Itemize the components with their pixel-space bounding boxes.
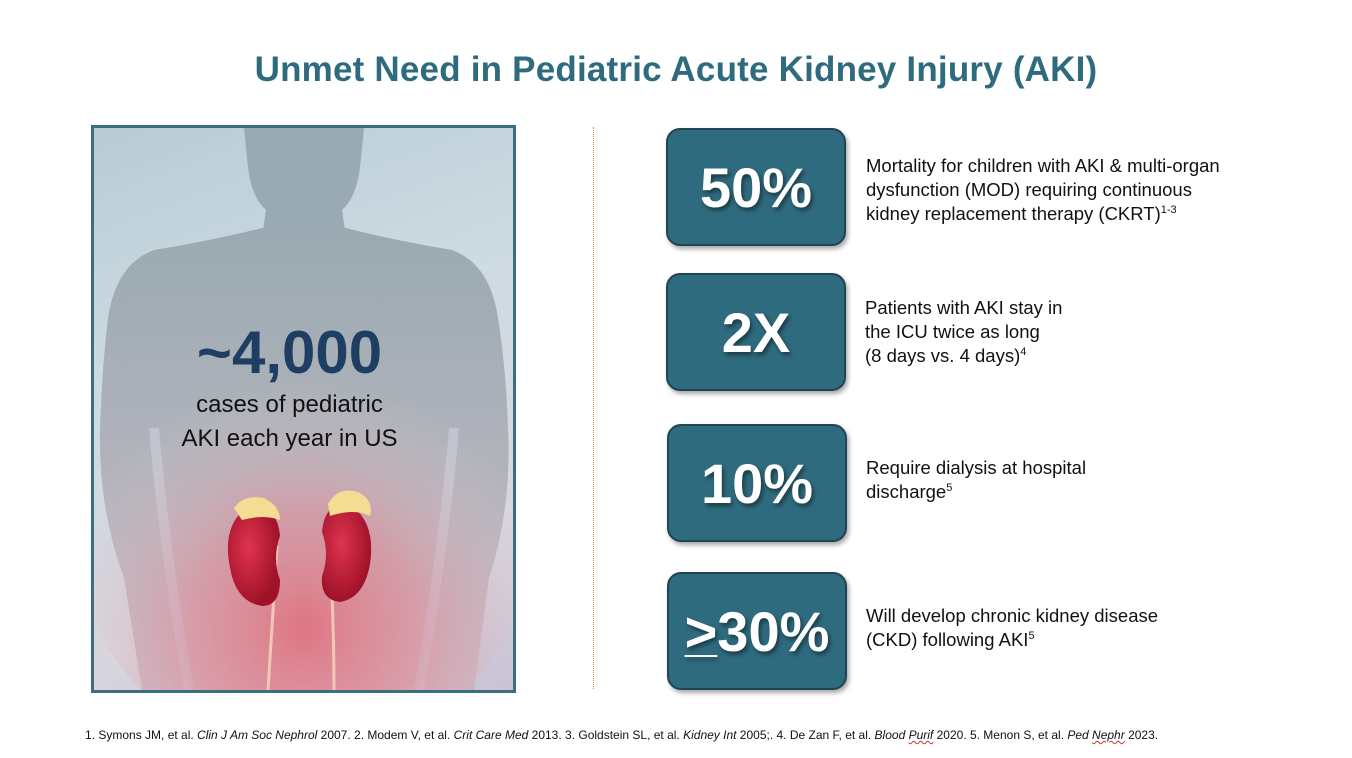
- references-footnote: 1. Symons JM, et al. Clin J Am Soc Nephrol 2007. 2. Modem V, et al. Crit Care Med 2013. 3. Goldstein SL, et al. Kidney Int 2005;. 4. De Zan F, et al. Blood Purif 2020. 5. Menon S, et al. Ped Nephr 2023.: [85, 728, 1159, 742]
- icu-stay-stat-box: [666, 273, 846, 391]
- icu-stay-stat-value: 2X: [721, 300, 791, 364]
- mortality-stat-box: [666, 128, 846, 246]
- dialysis-stat-description: Require dialysis at hospital discharge$^5$: [866, 457, 1087, 502]
- dialysis-stat-box: [667, 424, 847, 542]
- annual-cases-caption: cases of pediatric AKI each year in US: [181, 391, 398, 452]
- ckd-stat-box: [667, 572, 847, 690]
- reference-superscript: 1-3: [1160, 203, 1177, 216]
- reference-superscript: 5: [946, 481, 953, 494]
- ckd-stat-description: Will develop chronic kidney disease (CKD) following AKI$^5$: [866, 605, 1159, 650]
- slide-title: Unmet Need in Pediatric Acute Kidney Injury (AKI): [254, 50, 1098, 89]
- section-divider: [593, 127, 594, 689]
- mortality-stat-value: 50%: [699, 155, 813, 219]
- kidney-illustration-panel: [91, 125, 516, 693]
- annual-cases-stat: ~4,000: [196, 319, 383, 386]
- dialysis-stat-value: 10%: [700, 451, 814, 515]
- mortality-stat-description: Mortality for children with AKI & multi-organ dysfunction (MOD) requiring continuous kidney replacement therapy (CKRT)$^{1-3}$: [866, 155, 1220, 224]
- reference-superscript: 5: [1028, 629, 1035, 642]
- ckd-stat-value: >30%: [684, 599, 830, 663]
- icu-stay-stat-description: Patients with AKI stay in the ICU twice as long (8 days vs. 4 days)$^4$: [865, 297, 1063, 366]
- reference-superscript: 4: [1020, 345, 1027, 358]
